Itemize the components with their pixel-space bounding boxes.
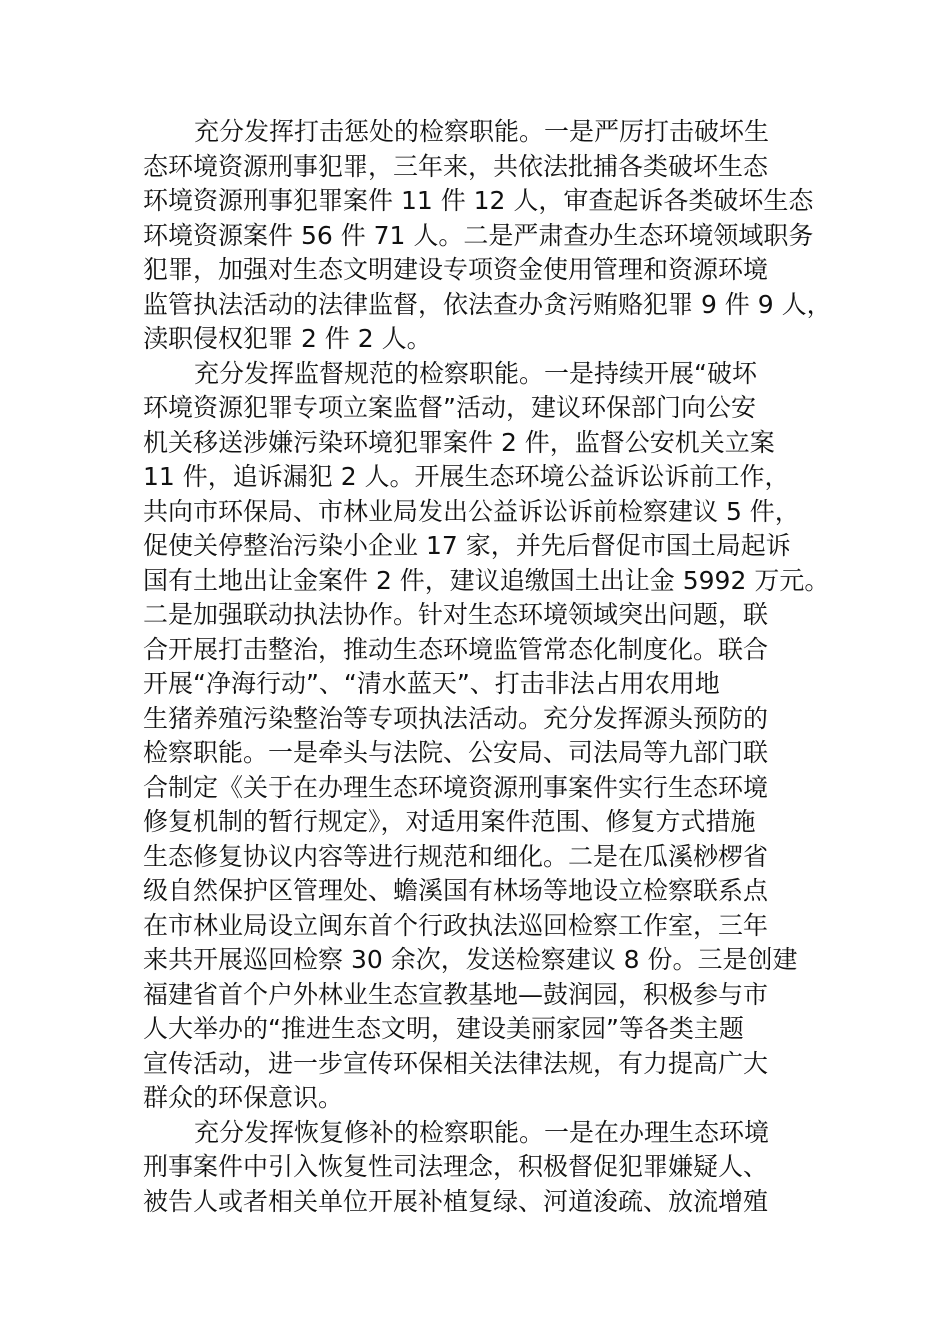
text-line: 生猪养殖污染整治等专项执法活动。充分发挥源头预防的 bbox=[143, 703, 769, 733]
text-line: 监管执法活动的法律监督，依法查办贪污贿赂犯罪 9 件 9 人， bbox=[143, 289, 832, 319]
text-line: 合制定《关于在办理生态环境资源刑事案件实行生态环境 bbox=[143, 772, 769, 802]
text-line: 福建省首个户外林业生态宣教基地—鼓润园，积极参与市 bbox=[143, 979, 769, 1009]
text-line: 国有土地出让金案件 2 件，建议追缴国土出让金 5992 万元。 bbox=[143, 565, 830, 595]
text-line: 人大举办的“推进生态文明，建设美丽家园”等各类主题 bbox=[143, 1014, 744, 1043]
text-line: 环境资源案件 56 件 71 人。二是严肃查办生态环境领域职务 bbox=[143, 220, 814, 250]
text-line: 充分发挥监督规范的检察职能。一是持续开展“破坏 bbox=[194, 358, 757, 388]
body-text bbox=[143, 115, 833, 1219]
text-line: 机关移送涉嫌污染环境犯罪案件 2 件，监督公安机关立案 bbox=[143, 427, 775, 457]
text-line: 共向市环保局、市林业局发出公益诉讼诉前检察建议 5 件， bbox=[143, 496, 800, 526]
text-line: 充分发挥打击惩处的检察职能。一是严厉打击破坏生 bbox=[194, 117, 770, 146]
text-line: 促使关停整治污染小企业 17 家，并先后督促市国土局起诉 bbox=[143, 531, 791, 560]
text-line: 环境资源刑事犯罪案件 11 件 12 人，审查起诉各类破坏生态 bbox=[143, 186, 814, 215]
text-line: 群众的环保意识。 bbox=[143, 1083, 344, 1112]
text-line: 生态修复协议内容等进行规范和细化。二是在瓜溪桫椤省 bbox=[143, 841, 769, 871]
text-line: 态环境资源刑事犯罪，三年来，共依法批捕各类破坏生态 bbox=[143, 151, 769, 181]
text-line: 宣传活动，进一步宣传环保相关法律法规，有力提高广大 bbox=[143, 1048, 769, 1078]
text-line: 检察职能。一是牵头与法院、公安局、司法局等九部门联 bbox=[143, 738, 769, 767]
text-line: 被告人或者相关单位开展补植复绿、河道浚疏、放流增殖 bbox=[143, 1186, 769, 1216]
text-line: 在市林业局设立闽东首个行政执法巡回检察工作室，三年 bbox=[143, 910, 769, 940]
text-line: 开展“净海行动”、“清水蓝天”、打击非法占用农用地 bbox=[143, 669, 720, 698]
text-line: 刑事案件中引入恢复性司法理念，积极督促犯罪嫌疑人、 bbox=[143, 1152, 769, 1181]
text-line: 合开展打击整治，推动生态环境监管常态化制度化。联合 bbox=[143, 634, 769, 664]
text-line: 级自然保护区管理处、蟾溪国有林场等地设立检察联系点 bbox=[143, 876, 769, 905]
text-line: 11 件，追诉漏犯 2 人。开展生态环境公益诉讼诉前工作， bbox=[143, 462, 790, 491]
text-line: 二是加强联动执法协作。针对生态环境领域突出问题，联 bbox=[143, 600, 769, 629]
text-line: 犯罪，加强对生态文明建设专项资金使用管理和资源环境 bbox=[143, 255, 769, 284]
text-line: 渎职侵权犯罪 2 件 2 人。 bbox=[143, 324, 432, 353]
text-line: 充分发挥恢复修补的检察职能。一是在办理生态环境 bbox=[194, 1117, 770, 1147]
text-line: 来共开展巡回检察 30 余次，发送检察建议 8 份。三是创建 bbox=[143, 945, 798, 974]
text-line: 环境资源犯罪专项立案监督”活动，建议环保部门向公安 bbox=[143, 393, 756, 422]
text-line: 修复机制的暂行规定》，对适用案件范围、修复方式措施 bbox=[143, 807, 756, 836]
